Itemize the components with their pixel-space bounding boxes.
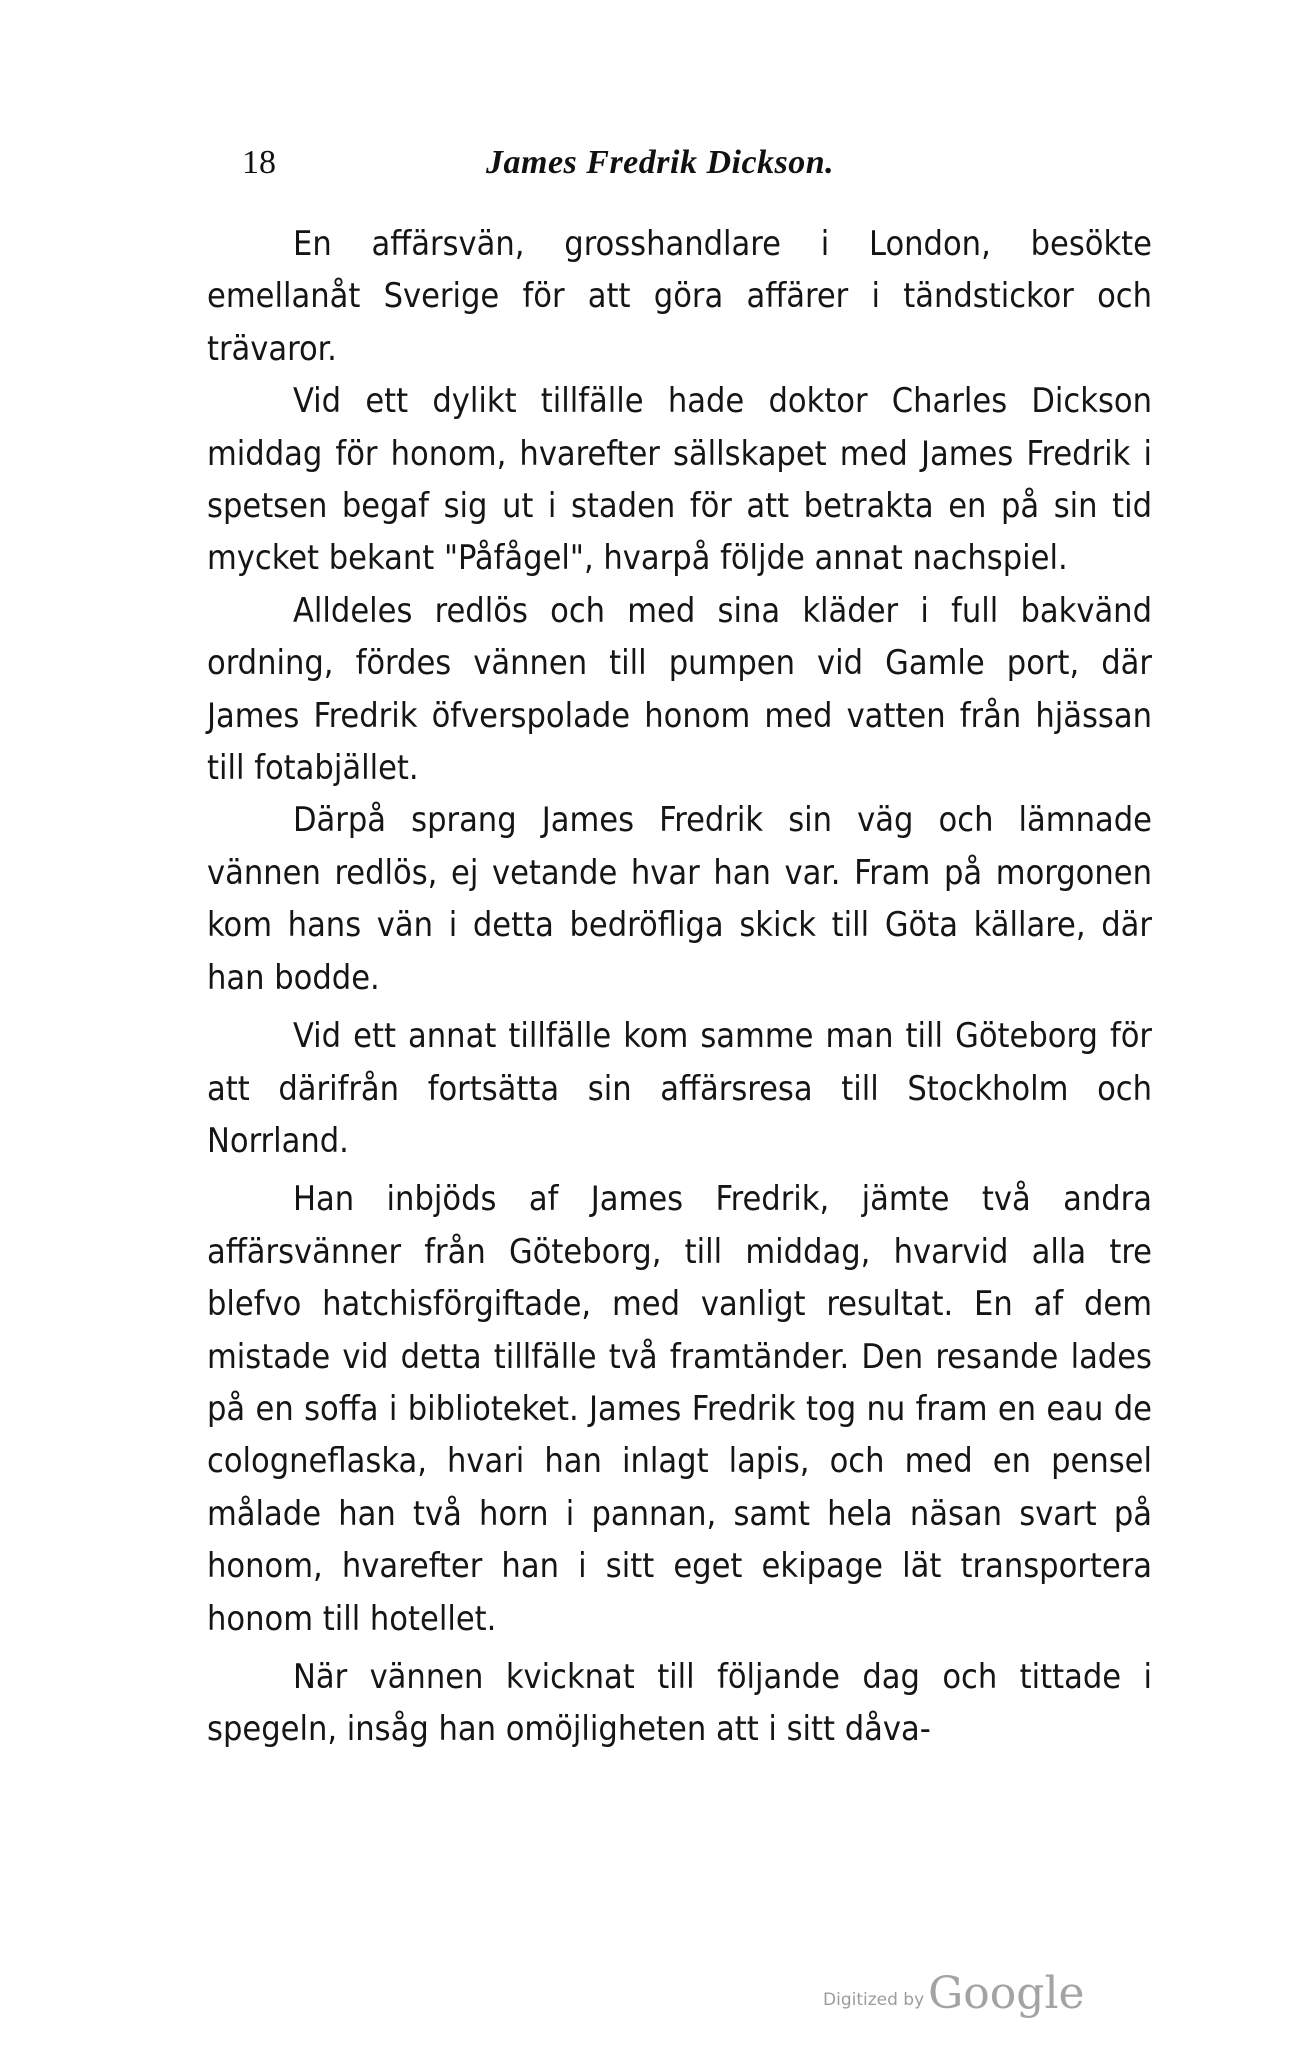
paragraph: Han inbjöds af James Fredrik, jämte två andra affärsvänner från Göteborg, till middag, hvarvid alla tre blefvo hatchisförgiftade, med vanligt resultat. En af dem mistade vid detta tillfälle två framtänder. Den resande lades på en soffa i biblioteket. James Fredrik tog nu fram en eau de cologneflaska, hvari han inlagt lapis, och med en pensel målade han två horn i pannan, samt hela näsan svart på honom, hvarefter han i sitt eget ekipage lät transportera honom till hotellet. xyxy=(207,1179,1152,1639)
running-title: James Fredrik Dickson. xyxy=(486,144,835,181)
watermark-prefix: Digitized by xyxy=(823,1990,925,2010)
running-header xyxy=(242,144,1162,194)
page-number: 18 xyxy=(242,144,276,181)
paragraph: Alldeles redlös och med sina kläder i full bakvänd ordning, fördes vännen till pumpen vid Gamle port, där James Fredrik öfverspolade honom med vatten från hjässan till fotabjället. xyxy=(207,590,1152,789)
google-logo: Google xyxy=(928,1968,1085,2019)
paragraph: En affärsvän, grosshandlare i London, besökte emellanåt Sverige för att göra affärer i tändstickor och trävaror. xyxy=(207,224,1152,369)
body-text xyxy=(207,218,1152,1756)
paragraph: När vännen kvicknat till följande dag och tittade i spegeln, insåg han omöjligheten att i sitt dåva- xyxy=(207,1656,1152,1750)
paragraph: Vid ett dylikt tillfälle hade doktor Charles Dickson middag för honom, hvarefter sällskapet med James Fredrik i spetsen begaf sig ut i staden för att betrakta en på sin tid mycket bekant "Påfågel", hvarpå följde annat nachspiel. xyxy=(207,381,1152,579)
paragraph: Vid ett annat tillfälle kom samme man till Göteborg för att därifrån fortsätta sin affärsresa till Stockholm och Norrland. xyxy=(207,1016,1152,1161)
digitization-watermark xyxy=(823,1968,1085,2019)
paragraph: Därpå sprang James Fredrik sin väg och lämnade vännen redlös, ej vetande hvar han var. Fram på morgonen kom hans vän i detta bedröfliga skick till Göta källare, där han bodde. xyxy=(207,800,1152,998)
